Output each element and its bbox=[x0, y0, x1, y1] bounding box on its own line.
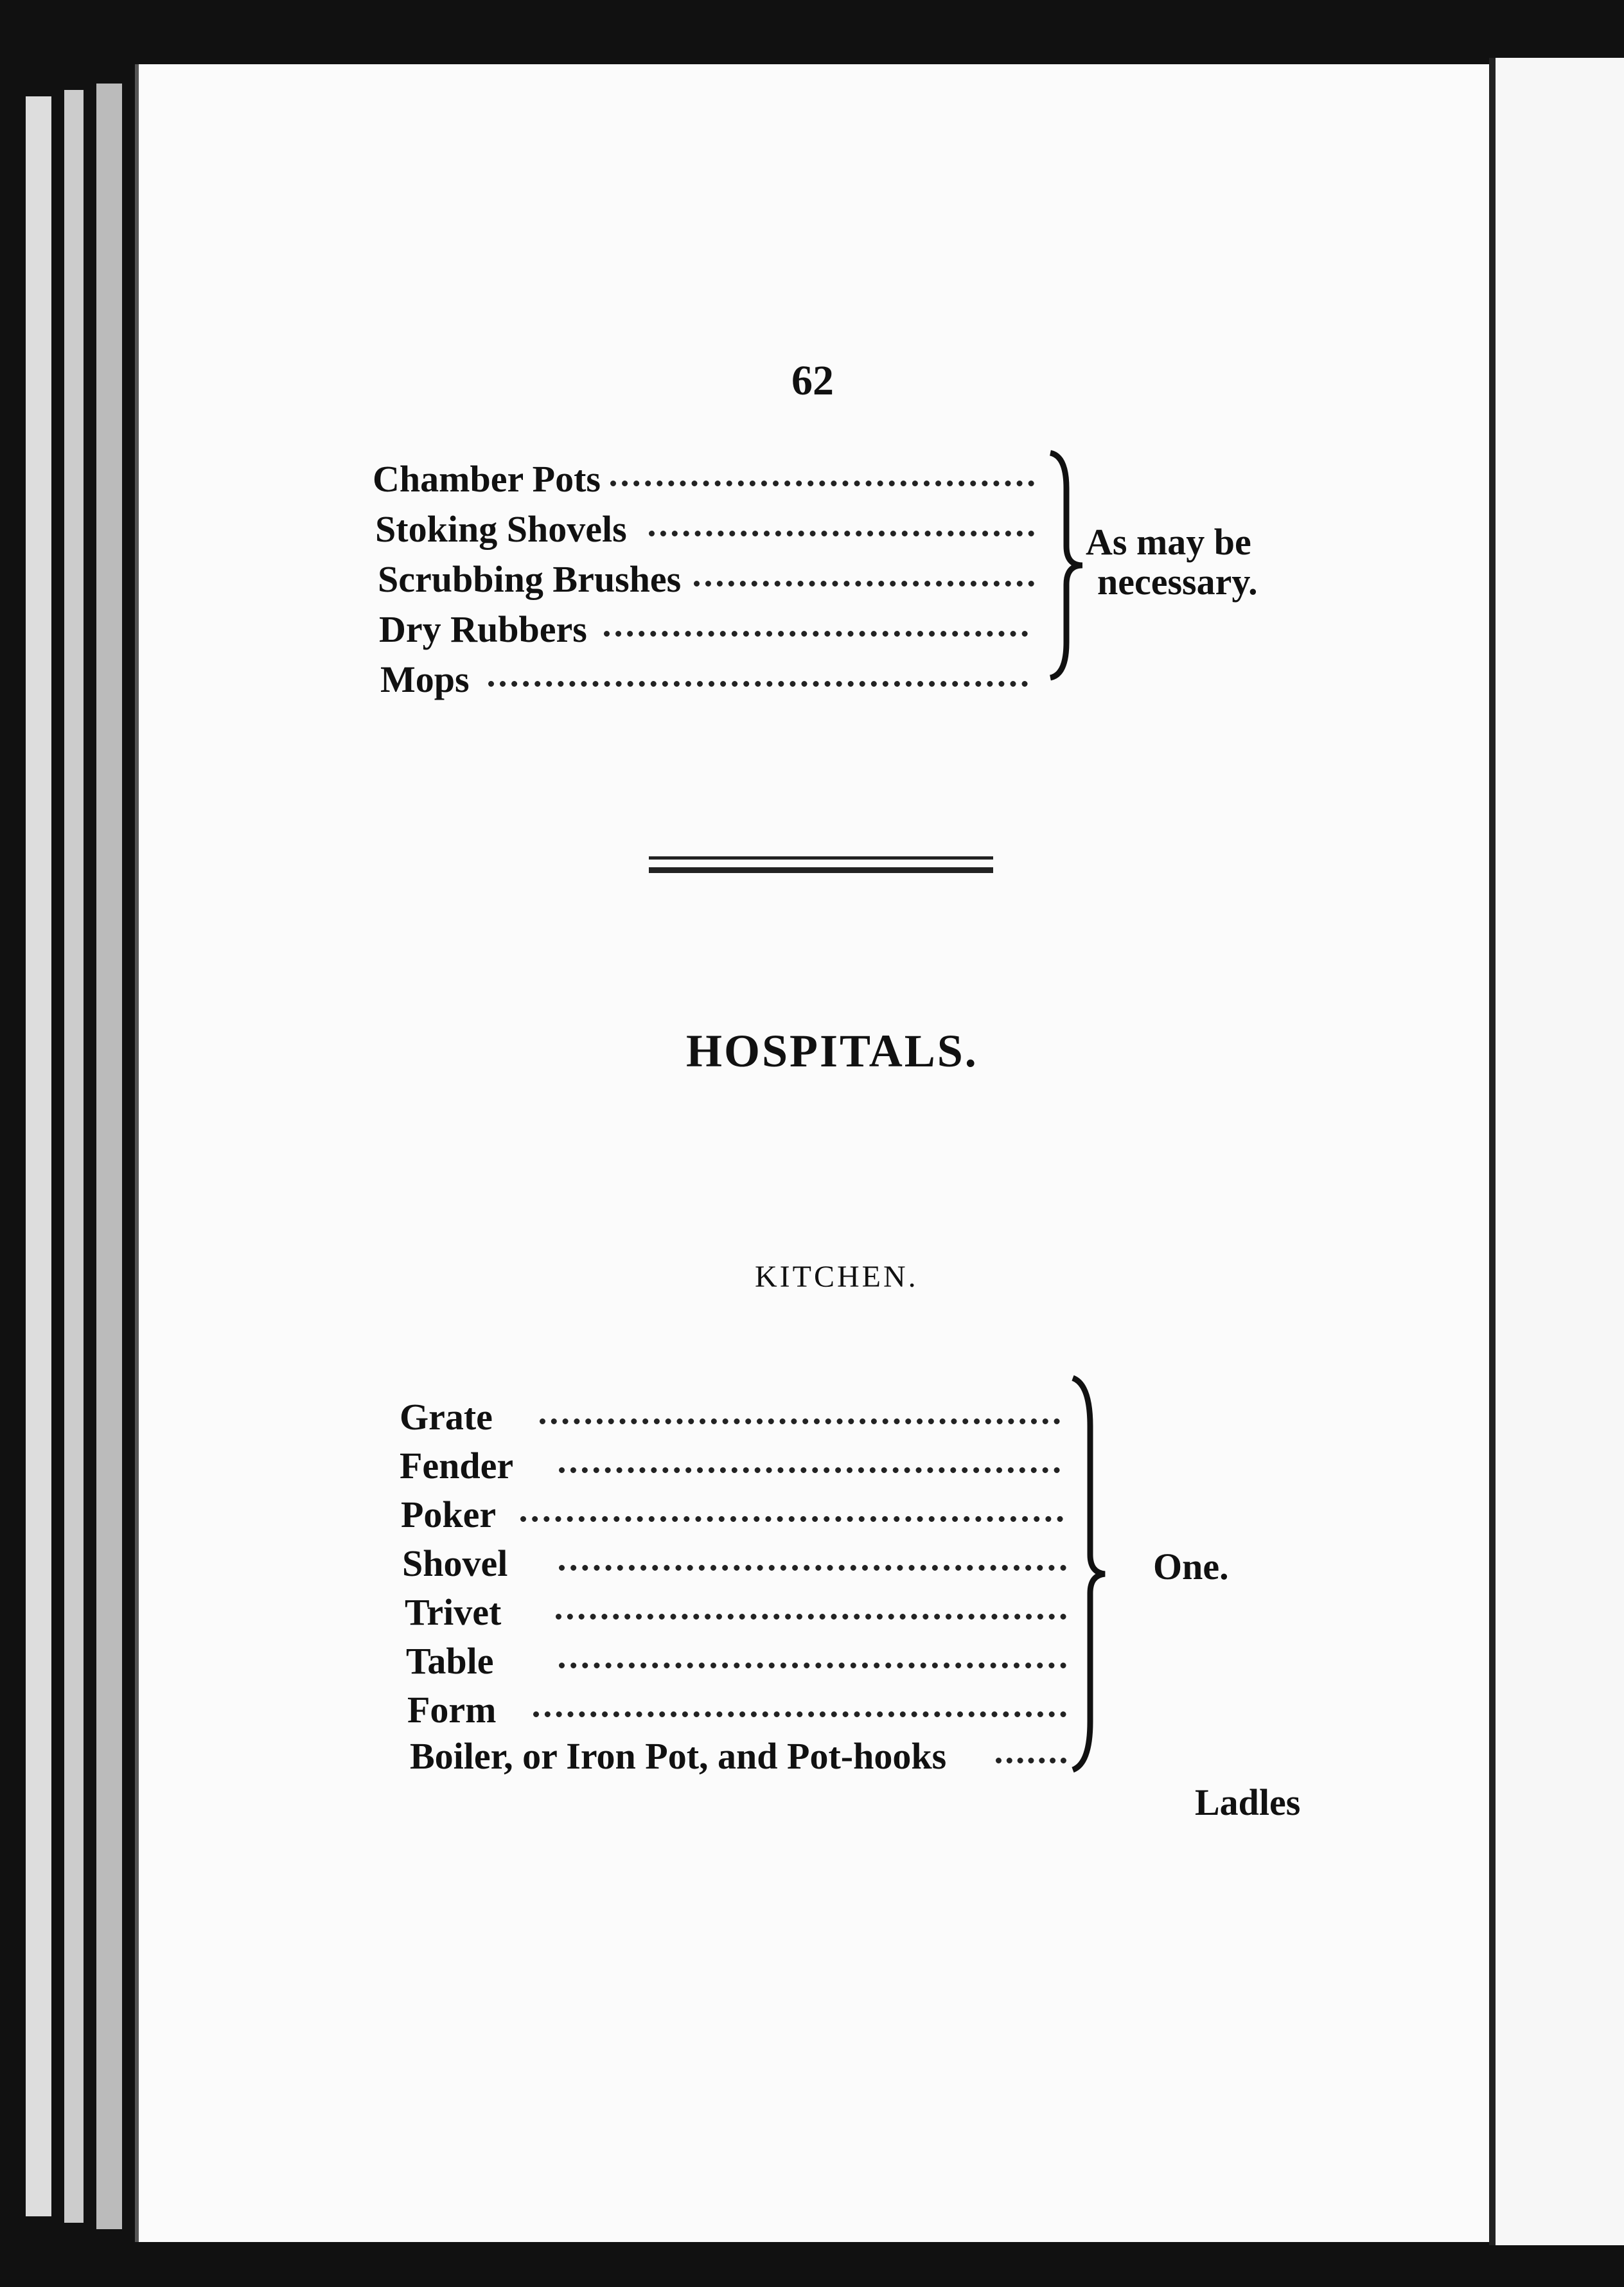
list-item: Scrubbing Brushes bbox=[378, 558, 682, 600]
leader-dots bbox=[556, 1614, 1066, 1620]
divider-rule bbox=[649, 867, 993, 873]
leader-dots bbox=[649, 531, 1034, 536]
side-note: As may be bbox=[1086, 521, 1251, 563]
list-item: Grate bbox=[400, 1396, 493, 1438]
list-item: Stoking Shovels bbox=[375, 508, 627, 550]
side-note: necessary. bbox=[1097, 561, 1258, 603]
list-item: Fender bbox=[400, 1445, 514, 1487]
leader-dots bbox=[604, 631, 1028, 637]
right-brace bbox=[1047, 450, 1086, 681]
list-item: Poker bbox=[401, 1494, 497, 1535]
list-item: Dry Rubbers bbox=[379, 608, 587, 650]
divider-rule bbox=[649, 856, 993, 860]
list-item: Table bbox=[406, 1640, 494, 1682]
leader-dots bbox=[540, 1418, 1060, 1424]
side-note: One. bbox=[1153, 1546, 1229, 1587]
leader-dots bbox=[533, 1711, 1066, 1717]
facing-page-edge bbox=[1489, 58, 1624, 2245]
leader-dots bbox=[559, 1467, 1060, 1473]
page-edge bbox=[64, 90, 84, 2223]
leader-dots bbox=[996, 1758, 1066, 1763]
list-item: Chamber Pots bbox=[373, 458, 601, 500]
leader-dots bbox=[520, 1516, 1063, 1522]
section-heading: HOSPITALS. bbox=[686, 1025, 978, 1077]
page-edge bbox=[96, 84, 122, 2229]
page-edge bbox=[26, 96, 51, 2216]
list-item: Boiler, or Iron Pot, and Pot-hooks bbox=[410, 1735, 947, 1777]
right-brace bbox=[1070, 1375, 1108, 1773]
subsection-heading: KITCHEN. bbox=[755, 1260, 919, 1294]
leader-dots bbox=[610, 481, 1034, 486]
list-item: Mops bbox=[380, 658, 470, 700]
list-item: Trivet bbox=[405, 1591, 502, 1633]
leader-dots bbox=[559, 1663, 1066, 1668]
leader-dots bbox=[488, 681, 1028, 687]
list-item: Shovel bbox=[402, 1542, 508, 1584]
catchword: Ladles bbox=[1195, 1781, 1301, 1823]
leader-dots bbox=[694, 581, 1034, 587]
list-item: Form bbox=[407, 1689, 497, 1731]
page-number: 62 bbox=[791, 357, 834, 404]
leader-dots bbox=[559, 1565, 1066, 1571]
